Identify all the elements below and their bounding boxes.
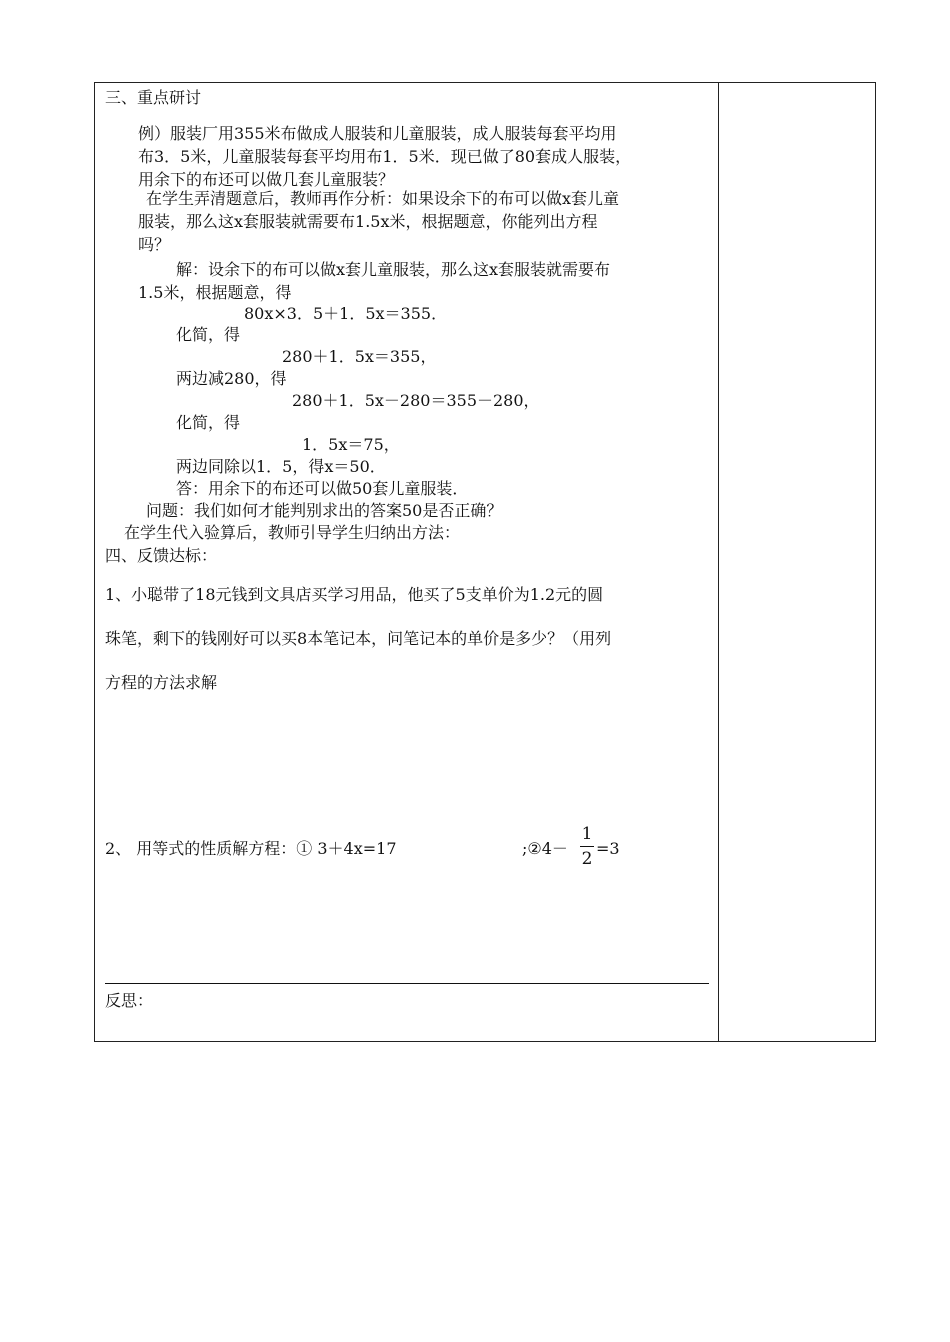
fraction <box>580 823 594 870</box>
equation: 1．5x＝75， <box>302 435 400 454</box>
problem-2-end: =3 <box>596 839 620 858</box>
column-divider <box>718 82 719 1042</box>
example-line: 例）服装厂用355米布做成人服装和儿童服装，成人服装每套平均用 <box>138 124 617 143</box>
section-heading: 四、反馈达标： <box>105 546 218 565</box>
solution-line: 解：设余下的布可以做x套儿童服装，那么这x套服装就需要布 <box>176 260 611 279</box>
step-label: 化简，得 <box>176 413 241 432</box>
problem-line: 方程的方法求解 <box>105 673 218 692</box>
analysis-line: 吗？ <box>138 235 171 254</box>
question-line: 问题：我们如何才能判别求出的答案50是否正确？ <box>146 501 503 520</box>
summary-line: 在学生代入验算后，教师引导学生归纳出方法： <box>124 523 461 542</box>
fraction-denominator: 2 <box>581 849 593 869</box>
section-heading: 三、重点研讨 <box>105 88 202 107</box>
fraction-numerator: 1 <box>581 824 593 844</box>
problem-2-prefix: 2、 用等式的性质解方程：① 3＋4x=17 <box>105 839 397 858</box>
equation: 280＋1．5x－280＝355－280， <box>292 391 540 410</box>
answer-line: 答：用余下的布还可以做50套儿童服装． <box>176 479 469 498</box>
example-line: 布3．5米，儿童服装每套平均用布1．5米．现已做了80套成人服装， <box>138 147 632 166</box>
equation: 280＋1．5x＝355， <box>282 347 437 366</box>
fraction-bar <box>580 846 594 847</box>
reflection-label: 反思： <box>105 991 154 1010</box>
divider-rule <box>105 983 709 984</box>
problem-line: 1、小聪带了18元钱到文具店买学习用品，他买了5支单价为1.2元的圆 <box>105 585 604 604</box>
analysis-line: 服装，那么这x套服装就需要布1.5x米，根据题意，你能列出方程 <box>138 212 598 231</box>
step-label: 两边同除以1．5，得x＝50． <box>176 457 386 476</box>
example-line: 用余下的布还可以做几套儿童服装？ <box>138 170 395 189</box>
problem-2-part2: ;②4－ <box>522 839 568 858</box>
step-label: 化简，得 <box>176 325 241 344</box>
solution-line: 1.5米，根据题意，得 <box>138 283 292 302</box>
problem-line: 珠笔，剩下的钱刚好可以买8本笔记本，问笔记本的单价是多少？（用列 <box>105 629 612 648</box>
equation: 80x×3．5＋1．5x＝355． <box>244 304 448 323</box>
step-label: 两边减280，得 <box>176 369 287 388</box>
analysis-line: 在学生弄清题意后，教师再作分析：如果设余下的布可以做x套儿童 <box>146 189 620 208</box>
